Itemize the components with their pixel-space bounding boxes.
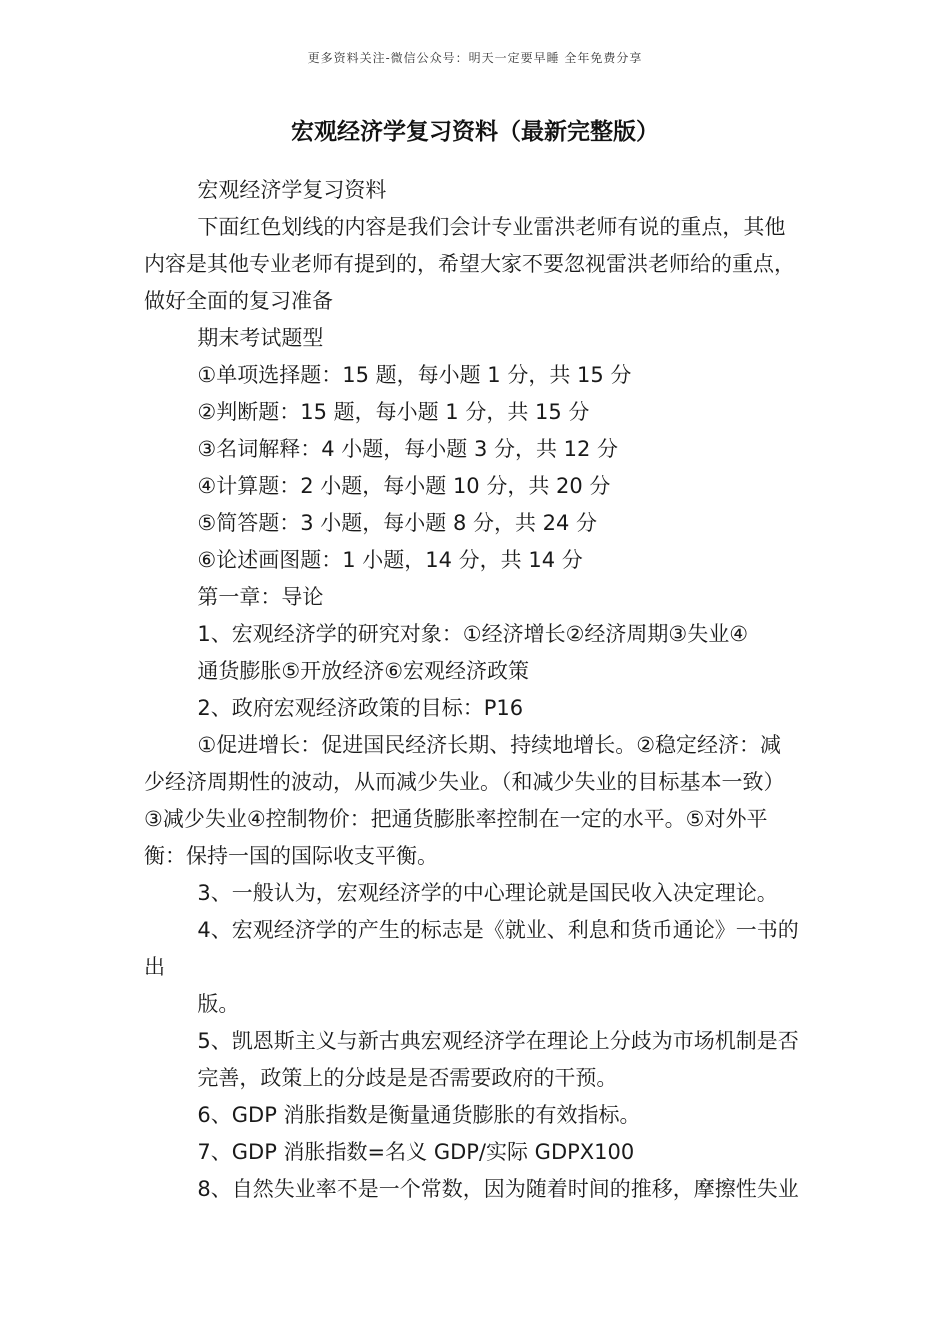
body-line: 内容是其他专业老师有提到的，希望大家不要忽视雷洪老师给的重点， [144, 252, 795, 276]
body-line: 期末考试题型 [144, 326, 324, 350]
body-line: 8、自然失业率不是一个常数，因为随着时间的推移，摩擦性失业 [144, 1177, 799, 1201]
body-line: 下面红色划线的内容是我们会计专业雷洪老师有说的重点，其他 [144, 215, 786, 239]
body-line: ①促进增长：促进国民经济长期、持续地增长。②稳定经济：减 [144, 733, 782, 757]
body-line: 7、GDP 消胀指数=名义 GDP/实际 GDPX100 [144, 1140, 635, 1164]
body-line: 第一章：导论 [144, 585, 324, 609]
body-line: ①单项选择题：15 题，每小题 1 分，共 15 分 [144, 363, 632, 387]
body-line: 出 [144, 955, 165, 979]
header-note: 更多资料关注-微信公众号：明天一定要早睡 全年免费分享 [307, 51, 643, 65]
body-line: ⑥论述画图题：1 小题，14 分，共 14 分 [144, 548, 583, 572]
body-line: ②判断题：15 题，每小题 1 分，共 15 分 [144, 400, 590, 424]
body-line: ③减少失业④控制物价：把通货膨胀率控制在一定的水平。⑤对外平 [144, 807, 768, 831]
body-line: 衡：保持一国的国际收支平衡。 [144, 844, 438, 868]
body-line: 6、GDP 消胀指数是衡量通货膨胀的有效指标。 [144, 1103, 641, 1127]
body-line: 完善，政策上的分歧是是否需要政府的干预。 [144, 1066, 618, 1090]
body-line: 做好全面的复习准备 [144, 289, 333, 313]
body-line: 5、凯恩斯主义与新古典宏观经济学在理论上分歧为市场机制是否 [144, 1029, 799, 1053]
body-line: 通货膨胀⑤开放经济⑥宏观经济政策 [144, 659, 530, 683]
body-line: 3、一般认为，宏观经济学的中心理论就是国民收入决定理论。 [144, 881, 778, 905]
body-line: 少经济周期性的波动，从而减少失业。（和减少失业的目标基本一致） [144, 770, 785, 794]
body-line: 2、政府宏观经济政策的目标：P16 [144, 696, 524, 720]
body-line: ④计算题：2 小题，每小题 10 分，共 20 分 [144, 474, 611, 498]
body-line: 版。 [144, 992, 240, 1016]
document-title: 宏观经济学复习资料（最新完整版） [291, 119, 659, 145]
body-line: ⑤简答题：3 小题，每小题 8 分，共 24 分 [144, 511, 598, 535]
body-line: ③名词解释：4 小题，每小题 3 分，共 12 分 [144, 437, 619, 461]
body-line: 1、宏观经济学的研究对象：①经济增长②经济周期③失业④ [144, 622, 749, 646]
body-line: 4、宏观经济学的产生的标志是《就业、利息和货币通论》一书的 [144, 918, 799, 942]
document-body [144, 172, 834, 1208]
body-line: 宏观经济学复习资料 [144, 178, 387, 202]
